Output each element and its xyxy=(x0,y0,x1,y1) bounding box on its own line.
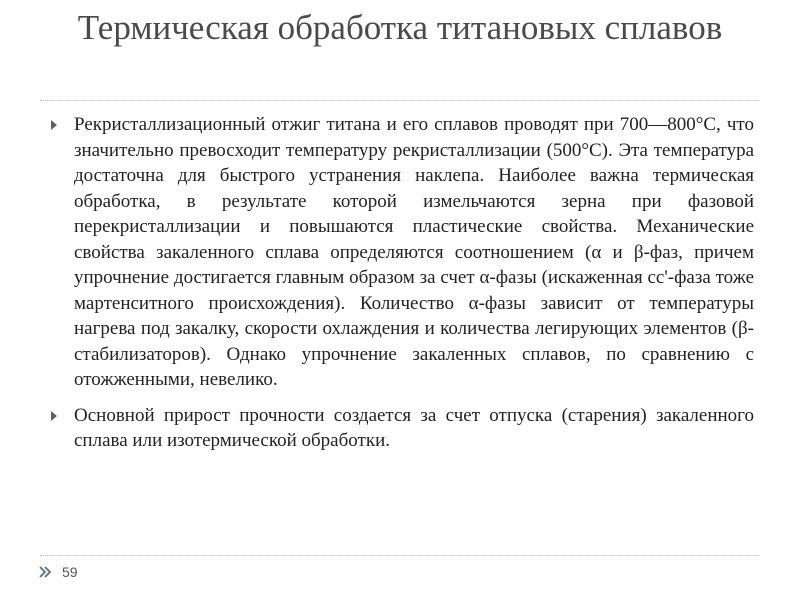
chevron-right-icon xyxy=(38,565,52,579)
bullet-arrow-icon xyxy=(51,120,57,130)
bullet-text: Основной прирост прочности создается за счет отпуска (старения) закаленного сплава или изотермической обработки. xyxy=(74,404,754,451)
slide-body xyxy=(48,112,754,464)
bullet-item xyxy=(48,112,754,393)
title-divider xyxy=(40,100,760,101)
bullet-text: Рекристаллизационный отжиг титана и его сплавов проводят при 700—800°С, что значительно превосходит температуру рекристаллизации (500°С). Эта температура достаточна для быстрого устранения наклепа. Наиболее важна термическая обработка, в результате которой измельчаются зерна при фазовой перекристаллизации и повышаются пластические свойства. Механические свойства закаленного сплава определяются соотношением (α и β-фаз, причем упрочнение достигается главным образом за счет α-фазы (искаженная сс'-фаза тоже мартенситного происхождения). Количество α-фазы зависит от температуры нагрева под закалку, скорости охлаждения и количества легирующих элементов (β-стабилизаторов). Однако упрочнение закаленных сплавов, по сравнению с отожженными, невелико. xyxy=(74,114,754,390)
bullet-item xyxy=(48,403,754,454)
bullet-arrow-icon xyxy=(51,411,57,421)
footer-divider xyxy=(40,555,760,556)
slide-title: Термическая обработка титановых сплавов xyxy=(77,8,723,47)
slide-footer xyxy=(38,560,78,584)
page-number: 59 xyxy=(62,564,78,580)
